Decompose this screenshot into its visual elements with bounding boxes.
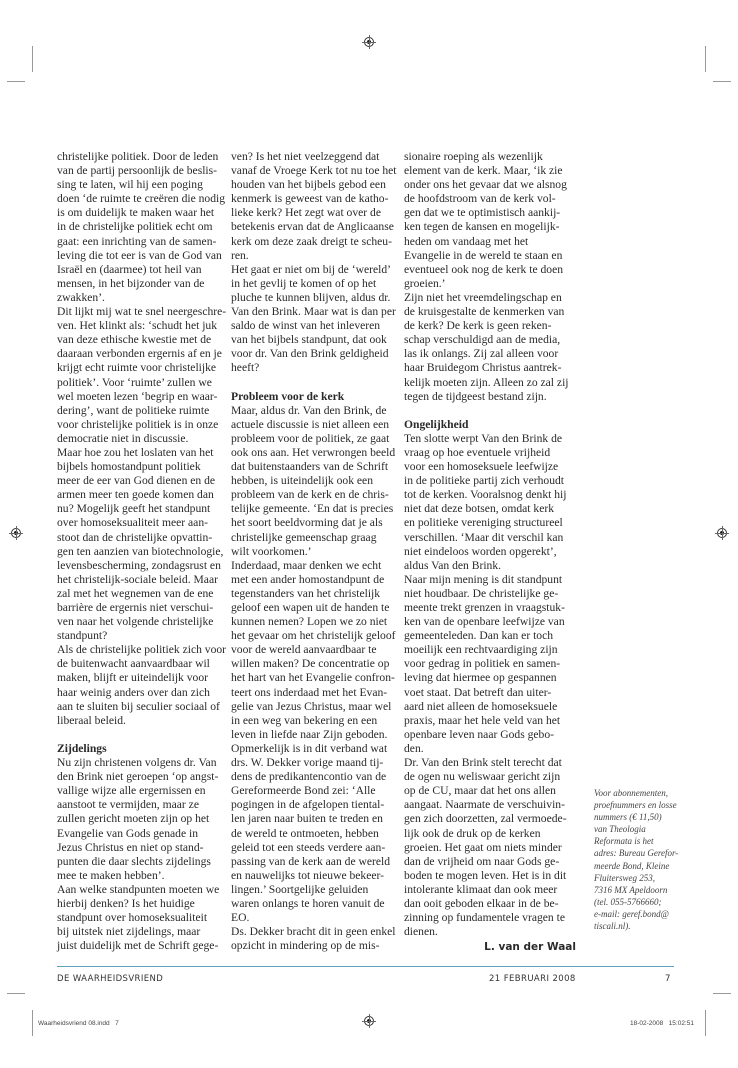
text-line: zullen gericht moeten zijn op het bbox=[57, 812, 210, 826]
paragraph bbox=[404, 150, 576, 291]
text-line: pluche te kunnen blijven, aldus dr. bbox=[231, 290, 391, 304]
text-line: pogingen in de afgelopen tiental- bbox=[231, 798, 385, 812]
text-line: voor dr. Van den Brink geldigheid bbox=[231, 347, 389, 361]
text-line: vanaf de Vroege Kerk tot nu toe het bbox=[231, 164, 397, 178]
text-line: kenmerk is geweest van de katho- bbox=[231, 192, 389, 206]
paragraph bbox=[57, 446, 229, 643]
text-line: den. bbox=[404, 741, 424, 755]
text-line: Gereformeerde Bond zei: ‘Alle bbox=[231, 784, 376, 798]
text-line: ook ons aan. Het verwrongen beeld bbox=[231, 445, 396, 459]
text-line: eventueel ook nog de kerk te doen bbox=[404, 262, 564, 276]
text-line: het christelijk-sociale beleid. Maar bbox=[57, 572, 218, 586]
text-line: het hart van het Evangelie confron- bbox=[231, 671, 395, 685]
text-line: juist duidelijk met de Schrift gege- bbox=[57, 939, 219, 953]
text-line: gen ten aanzien van biotechnologie, bbox=[57, 544, 224, 558]
registration-mark-right-icon bbox=[717, 528, 727, 538]
text-line: passing van de kerk aan de wereld bbox=[231, 854, 391, 868]
text-line: democratie niet in discussie. bbox=[57, 431, 189, 445]
text-line: leving die tot eer is van de God van bbox=[57, 248, 222, 262]
paragraph-gap bbox=[57, 728, 229, 742]
text-line: van het bijbels standpunt, dat ook bbox=[231, 333, 387, 347]
article-column-2 bbox=[231, 150, 403, 953]
text-line: verschillen. ‘Maar dit verschil kan bbox=[404, 530, 564, 544]
text-line: hierbij denken? Is het huidige bbox=[57, 896, 195, 910]
text-line: zwakken’. bbox=[57, 290, 105, 304]
text-line: Dr. Van den Brink stelt terecht dat bbox=[404, 756, 562, 770]
text-line: vallige wijze alle ergernissen en bbox=[57, 784, 206, 798]
paragraph bbox=[57, 150, 229, 305]
text-line: groeien.’ bbox=[404, 276, 446, 290]
text-line: de wereld te ontmoeten, hebben bbox=[231, 826, 379, 840]
text-line: stoot dan de christelijke opvattin- bbox=[57, 530, 213, 544]
text-line: telijke gemeente. ‘En dat is precies bbox=[231, 502, 394, 516]
text-line: niet eindeloos worden opgerekt’, bbox=[404, 544, 557, 558]
text-line: Van den Brink. Maar wat is dan per bbox=[231, 305, 396, 319]
crop-mark-bottom-left-v bbox=[32, 1010, 33, 1036]
text-line: christelijke gemeenschap graag bbox=[231, 530, 377, 544]
text-line: aanstoot te vermijden, maar ze bbox=[57, 798, 199, 812]
text-line: aan te sluiten bij seculier sociaal of bbox=[57, 699, 220, 713]
paragraph bbox=[231, 150, 403, 263]
text-line: openbare leven naar Gods gebo- bbox=[404, 727, 555, 741]
text-line: waren onlangs te horen vanuit de bbox=[231, 896, 385, 910]
text-line: Dit lijkt mij wat te snel neergeschre- bbox=[57, 305, 227, 319]
text-line: ven. Het klinkt als: ‘schudt het juk bbox=[57, 319, 218, 333]
crop-mark-bottom-right-v bbox=[705, 1010, 706, 1036]
text-line: Inderdaad, maar denken we echt bbox=[231, 558, 382, 572]
text-line: Als de christelijke politiek zich voor bbox=[57, 643, 227, 657]
text-line: mensen, in het bijzonder van de bbox=[57, 276, 205, 290]
slug-filename: Waarheidsvriend 08.indd 7 bbox=[38, 1020, 119, 1027]
text-line: armen meer ten goede komen dan bbox=[57, 488, 214, 502]
text-line: voet staat. Dat betreft dan uiter- bbox=[404, 685, 552, 699]
text-line: len jaren naar buiten te treden en bbox=[231, 812, 383, 826]
text-line: Nu zijn christenen volgens dr. Van bbox=[57, 756, 217, 770]
text-line: op de CU, maar dat het ons allen bbox=[404, 784, 556, 798]
text-line: dan de vrijheid om naar Gods ge- bbox=[404, 854, 560, 868]
crop-mark-top-left-h bbox=[7, 81, 25, 82]
text-line: gemeenteleden. Dan kan er toch bbox=[404, 629, 554, 643]
text-line: liberaal beleid. bbox=[57, 713, 126, 727]
text-line: in het gevlij te komen of op het bbox=[231, 276, 377, 290]
text-line: houden van het bijbels gebod een bbox=[231, 178, 386, 192]
footer-page-number: 7 bbox=[665, 974, 671, 984]
text-line: politiek’. Voor ‘ruimte’ zullen we bbox=[57, 375, 212, 389]
crop-mark-top-left-v bbox=[32, 46, 33, 72]
footer-rule bbox=[57, 966, 674, 967]
text-line: in de politieke partij zich verhoudt bbox=[404, 474, 565, 488]
paragraph bbox=[231, 404, 403, 559]
text-line: zinning op fundamentele vragen te bbox=[404, 911, 565, 925]
text-line: in de christelijke politiek echt om bbox=[57, 220, 213, 234]
paragraph bbox=[231, 925, 403, 953]
text-line: de ogen nu weliswaar gericht zijn bbox=[404, 770, 561, 784]
text-line: Zijn niet het vreemdelingschap en bbox=[404, 290, 562, 304]
paragraph bbox=[231, 263, 403, 376]
text-line: opzicht in mindering op de mis- bbox=[231, 939, 380, 953]
text-line: barrière de ergernis niet verschui- bbox=[57, 601, 214, 614]
text-line: hebben, is uiteindelijk ook een bbox=[231, 474, 373, 488]
text-line: aard niet alleen de homoseksuele bbox=[404, 699, 558, 713]
text-line: dan ooit geboden elkaar in de be- bbox=[404, 896, 559, 910]
text-line: met een ander homostandpunt de bbox=[231, 572, 385, 586]
text-line: bij uitstek niet zijdelings, maar bbox=[57, 925, 201, 939]
text-line: dat buitenstaanders van de Schrift bbox=[231, 460, 389, 474]
sidenote-line: meerde Bond, Kleine bbox=[594, 860, 670, 871]
sidenote-line: nummers (€ 11,50) bbox=[594, 812, 662, 823]
text-line: gelie van Jezus Christus, maar wel bbox=[231, 699, 392, 713]
subscription-sidenote bbox=[594, 787, 704, 932]
text-line: tegen de tijdgeest bestand zijn. bbox=[404, 389, 547, 403]
text-line: Het gaat er niet om bij de ‘wereld’ bbox=[231, 262, 391, 276]
text-line: punten die daar slechts zijdelings bbox=[57, 854, 211, 868]
crop-mark-top-right-h bbox=[713, 81, 731, 82]
registration-mark-left-icon bbox=[11, 528, 21, 538]
text-line: vraag op hoe eventuele vrijheid bbox=[404, 445, 551, 459]
text-line: onder ons het gevaar dat we alsnog bbox=[404, 178, 567, 192]
sidenote-line: Voor abonnementen, bbox=[594, 788, 668, 798]
text-line: geleid tot een steeds verdere aan- bbox=[231, 840, 386, 854]
sidenote-line: 7316 MX Apeldoorn bbox=[594, 884, 668, 895]
text-line: dering’, want de politieke ruimte bbox=[57, 403, 210, 417]
text-line: gen dat we te optimistisch aankij- bbox=[404, 206, 561, 220]
paragraph bbox=[57, 883, 229, 953]
text-line: zal met het wegnemen van de ene bbox=[57, 586, 214, 600]
text-line: daaraan verbonden ergernis af en je bbox=[57, 347, 222, 361]
text-line: moeilijk een rechtvaardiging zijn bbox=[404, 643, 558, 657]
text-line: standpunt over homoseksualiteit bbox=[57, 911, 208, 925]
text-line: dens de predikantencontio van de bbox=[231, 770, 387, 784]
text-line: probleem voor de politiek, ze gaat bbox=[231, 431, 390, 445]
text-line: tegenstanders van het christelijk bbox=[231, 586, 381, 600]
text-line: Jezus Christus en niet op stand- bbox=[57, 840, 204, 854]
paragraph bbox=[57, 305, 229, 446]
text-line: nu? Mogelijk geeft het standpunt bbox=[57, 502, 211, 516]
text-line: Evangelie in de wereld te staan en bbox=[404, 248, 563, 262]
text-line: geloof een wapen uit de handen te bbox=[231, 601, 390, 614]
crop-mark-top-right-v bbox=[705, 46, 706, 72]
text-line: Ds. Dekker bracht dit in geen enkel bbox=[231, 925, 396, 939]
text-line: voor de wereld aanvaardbaar te bbox=[231, 643, 377, 657]
text-line: de kerk? De kerk is geen reken- bbox=[404, 319, 552, 333]
paragraph bbox=[404, 432, 576, 573]
paragraph bbox=[231, 559, 403, 925]
text-line: niet houdbaar. De christelijke ge- bbox=[404, 586, 559, 600]
text-line: haar weinig anders over dan zich bbox=[57, 685, 210, 699]
text-line: het soort beeldvorming dat je als bbox=[231, 516, 383, 530]
text-line: kerk om deze zaak dreigt te scheu- bbox=[231, 234, 392, 248]
section-heading: Zijdelings bbox=[57, 741, 107, 755]
text-line: het gevaar om het christelijk geloof bbox=[231, 629, 396, 643]
text-line: gaat: een inrichting van de samen- bbox=[57, 234, 217, 248]
text-line: praxis, maar het hele veld van het bbox=[404, 713, 561, 727]
sidenote-line: proefnummers en losse bbox=[594, 800, 677, 811]
text-line: teert ons inderdaad met het Evan- bbox=[231, 685, 388, 699]
text-line: kelijk moeten zijn. Alleen zo zal zij bbox=[404, 375, 569, 389]
text-line: gen zich doorzetten, zal vermoede- bbox=[404, 812, 567, 826]
text-line: krijgt echt ruimte voor christelijke bbox=[57, 361, 217, 375]
text-line: willen maken? De concentratie op bbox=[231, 657, 390, 671]
author-signature: L. van der Waal bbox=[484, 941, 576, 954]
text-line: mee te maken hebben’. bbox=[57, 868, 165, 882]
text-line: sing te laten, wil hij een poging bbox=[57, 178, 203, 192]
sidenote-line: adres: Bureau Gerefor- bbox=[594, 848, 679, 859]
text-line: de kruisgestalte de kenmerken van bbox=[404, 305, 565, 319]
text-line: heeft? bbox=[231, 361, 260, 375]
text-line: levensbescherming, zondagsrust en bbox=[57, 558, 221, 572]
text-line: de hoofdstroom van de kerk vol- bbox=[404, 192, 556, 206]
paragraph bbox=[57, 643, 229, 728]
sidenote-line: Fluitersweg 253, bbox=[594, 872, 655, 883]
text-line: den Brink niet geroepen ‘op angst- bbox=[57, 770, 219, 784]
text-line: en politieke vereniging structureel bbox=[404, 516, 563, 530]
text-line: ven naar het volgende christelijke bbox=[57, 615, 214, 629]
text-line: doen ‘de ruimte te creëren die nodig bbox=[57, 192, 226, 206]
text-line: maken, blijft er uiteindelijk voor bbox=[57, 671, 209, 685]
text-line: ken tegen de kansen en mogelijk- bbox=[404, 220, 560, 234]
text-line: dienen. bbox=[404, 925, 438, 939]
text-line: meente trekt grenzen in vraagstuk- bbox=[404, 601, 565, 614]
crop-mark-bottom-left-h bbox=[7, 993, 25, 994]
text-line: groeien. Het gaat om niets minder bbox=[404, 840, 562, 854]
text-line: ken van de openbare leefwijze van bbox=[404, 615, 565, 629]
paragraph-gap bbox=[404, 404, 576, 418]
text-line: las ik onlangs. Zij zal alleen voor bbox=[404, 347, 559, 361]
sidenote-line: van Theologia bbox=[594, 824, 646, 835]
text-line: Israël en (daarmee) tot heil van bbox=[57, 262, 202, 276]
text-line: aangaat. Naarmate de verschuivin- bbox=[404, 798, 565, 812]
text-line: schap verschuldigd aan de media, bbox=[404, 333, 561, 347]
text-line: standpunt? bbox=[57, 629, 108, 643]
sidenote-line: (tel. 055-5766660; bbox=[594, 896, 662, 907]
text-line: wel moeten lezen ‘begrip en waar- bbox=[57, 389, 218, 403]
paragraph bbox=[404, 291, 576, 404]
slug-timestamp: 18-02-2008 15:02:51 bbox=[630, 1020, 694, 1027]
text-line: actuele discussie is niet alleen een bbox=[231, 417, 390, 431]
text-line: sionaire roeping als wezenlijk bbox=[404, 150, 543, 163]
paragraph bbox=[404, 756, 576, 939]
footer-publication-name: DE WAARHEIDSVRIEND bbox=[57, 974, 164, 984]
text-line: Aan welke standpunten moeten we bbox=[57, 882, 220, 896]
text-line: ren. bbox=[231, 248, 249, 262]
crop-mark-bottom-right-h bbox=[713, 993, 731, 994]
text-line: leven in liefde naar Zijn geboden. bbox=[231, 727, 388, 741]
text-line: van de partij persoonlijk de beslis- bbox=[57, 164, 218, 178]
registration-mark-top-icon bbox=[364, 37, 374, 47]
text-line: over homoseksualiteit meer aan- bbox=[57, 516, 208, 530]
text-line: de buitenwacht aanvaardbaar wil bbox=[57, 657, 210, 671]
text-line: voor gedrag in politiek en samen- bbox=[404, 657, 561, 671]
text-line: Naar mijn mening is dit standpunt bbox=[404, 572, 563, 586]
text-line: tot de kerken. Vooralsnog denkt hij bbox=[404, 488, 567, 502]
text-line: Opmerkelijk is in dit verband wat bbox=[231, 741, 388, 755]
text-line: Evangelie van Gods genade in bbox=[57, 826, 199, 840]
paragraph bbox=[404, 573, 576, 756]
text-line: leving dat hiermee op gespannen bbox=[404, 671, 557, 685]
text-line: intolerante klimaat dan ook meer bbox=[404, 882, 558, 896]
text-line: meer de eer van God dienen en de bbox=[57, 474, 216, 488]
text-line: element van de kerk. Maar, ‘ik zie bbox=[404, 164, 563, 178]
sidenote-line: Reformata is het bbox=[594, 836, 654, 847]
text-line: boden te mogen leven. Het is in dit bbox=[404, 868, 567, 882]
text-line: wilt voorkomen.’ bbox=[231, 544, 312, 558]
paragraph-gap bbox=[231, 376, 403, 390]
text-line: van deze ethische kwestie met de bbox=[57, 333, 212, 347]
text-line: kunnen nemen? Lopen we zo niet bbox=[231, 615, 388, 629]
sidenote-line: tiscali.nl). bbox=[594, 921, 631, 932]
text-line: Maar hoe zou het loslaten van het bbox=[57, 445, 214, 459]
text-line: lieke kerk? Het zegt wat over de bbox=[231, 206, 381, 220]
text-line: bijbels homostandpunt politiek bbox=[57, 460, 201, 474]
text-line: Ten slotte werpt Van den Brink de bbox=[404, 431, 563, 445]
text-line: voor een homoseksuele leefwijze bbox=[404, 460, 559, 474]
text-line: drs. W. Dekker vorige maand tij- bbox=[231, 756, 384, 770]
sidenote-line: e-mail: geref.bond@ bbox=[594, 908, 669, 919]
paragraph bbox=[57, 756, 229, 883]
text-line: voor christelijke politiek is in onze bbox=[57, 417, 219, 431]
text-line: niet dat deze botsen, omdat kerk bbox=[404, 502, 555, 516]
text-line: ven? Is het niet veelzeggend dat bbox=[231, 150, 380, 163]
text-line: saldo de winst van het inleveren bbox=[231, 319, 381, 333]
registration-mark-bottom-icon bbox=[364, 1016, 374, 1026]
text-line: is om duidelijk te maken waar het bbox=[57, 206, 215, 220]
text-line: probleem van de kerk en de chris- bbox=[231, 488, 389, 502]
text-line: EO. bbox=[231, 911, 250, 925]
text-line: en nauwelijks tot nieuwe bekeer- bbox=[231, 868, 385, 882]
text-line: aldus Van den Brink. bbox=[404, 558, 502, 572]
text-line: in een weg van bekering en een bbox=[231, 713, 378, 727]
text-line: betekenis ervan dat de Anglicaanse bbox=[231, 220, 394, 234]
text-line: Maar, aldus dr. Van den Brink, de bbox=[231, 403, 387, 417]
text-line: lijk ook de druk op de kerken bbox=[404, 826, 541, 840]
text-line: heden om vandaag met het bbox=[404, 234, 529, 248]
text-line: haar Bruidegom Christus aantrek- bbox=[404, 361, 562, 375]
text-line: lingen.’ Soortgelijke geluiden bbox=[231, 882, 369, 896]
footer-date: 21 FEBRUARI 2008 bbox=[489, 974, 576, 984]
article-column-3 bbox=[404, 150, 576, 954]
section-heading: Ongelijkheid bbox=[404, 417, 469, 431]
article-column-1 bbox=[57, 150, 229, 953]
text-line: christelijke politiek. Door de leden bbox=[57, 150, 219, 163]
section-heading: Probleem voor de kerk bbox=[231, 389, 345, 403]
